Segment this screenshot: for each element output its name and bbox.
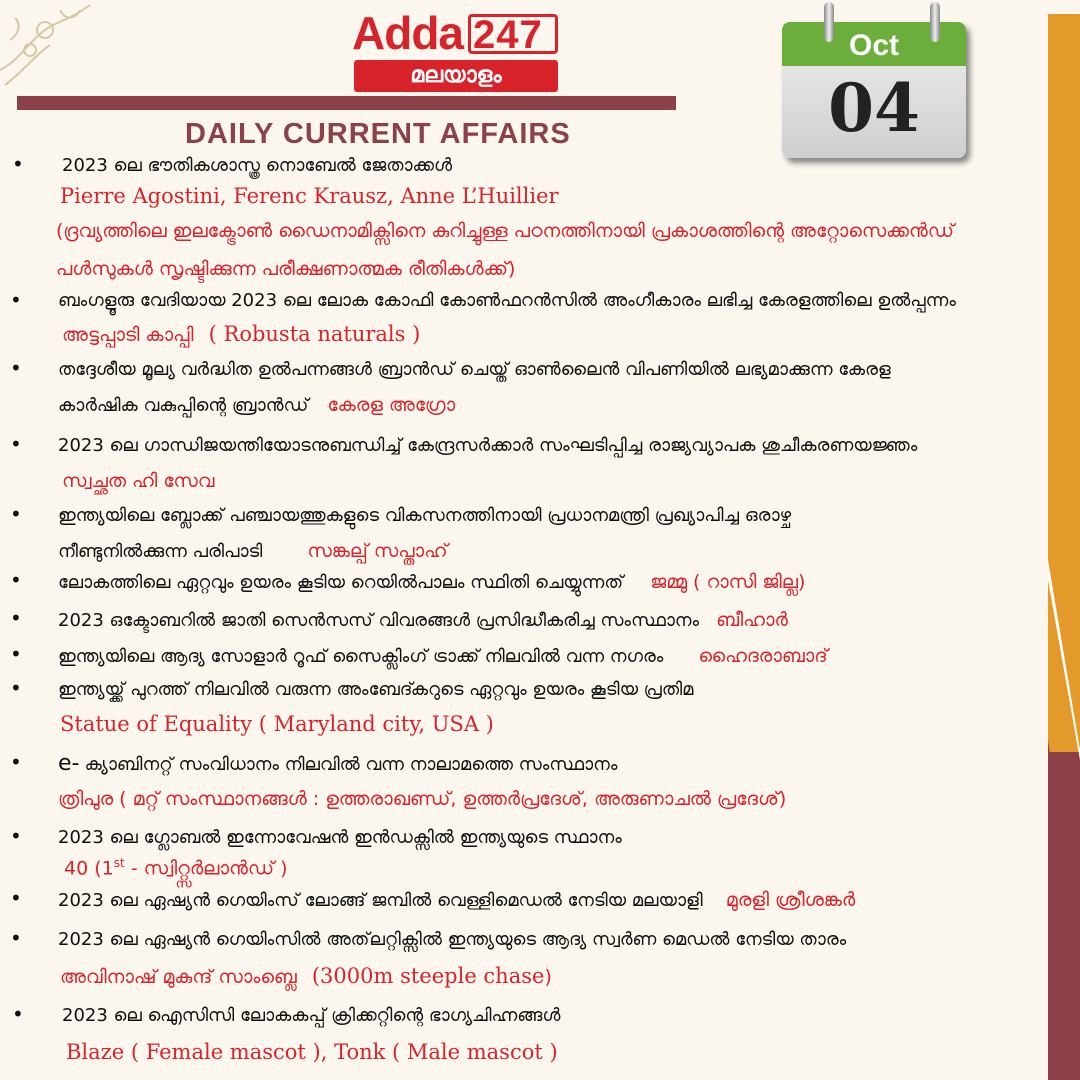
item-10-question: ക്യാബിനറ്റ് സംവിധാനം നിലവിൽ വന്ന നാലാമത്തെ സംസ്ഥാനം xyxy=(84,754,618,775)
logo-number-box xyxy=(468,13,558,57)
item-11-answer: 40 (1 xyxy=(64,857,114,880)
item-13-answer-note: (3000m steeple chase xyxy=(311,964,545,988)
item-4-question: 2023 ലെ ഗാന്ധിജയന്തിയോടനുബന്ധിച്ച് കേന്ദ്രസർക്കാർ സംഘടിപ്പിച്ച രാജ്യവ്യാപക ശുചീകരണയജ്ഞം xyxy=(58,435,918,456)
bullet-5: • xyxy=(10,502,22,526)
bullet-4: • xyxy=(10,432,22,456)
item-12-answer: മുരളി ശ്രീശങ്കർ xyxy=(725,889,856,911)
item-9-answer: Statue of Equality ( Maryland city, USA ) xyxy=(60,712,494,736)
logo-text: Adda xyxy=(352,7,463,59)
item-5-answer-line xyxy=(58,540,448,563)
item-11-answer-sup: st xyxy=(113,856,125,870)
item-6-answer: ജമ്മു ( റാസി ജില്ല) xyxy=(650,571,806,593)
item-3-answer: കേരള അഗ്രോ xyxy=(327,394,456,416)
item-2-question: ബംഗളൂരു വേദിയായ 2023 ലെ ലോക കോഫി കോൺഫറൻസിൽ അംഗീകാരം ലഭിച്ച കേരളത്തിലെ ഉൽപ്പന്നം xyxy=(58,290,956,311)
item-5-question-cont: നീണ്ടുനിൽക്കുന്ന പരിപാടി xyxy=(58,541,263,562)
item-9-question: ഇന്ത്യയ്ക്ക് പുറത്ത് നിലവിൽ വരുന്ന അംബേദ്കറുടെ ഏറ്റവും ഉയരം കൂടിയ പ്രതിമ xyxy=(58,679,694,700)
item-2-answer: അട്ടപ്പാടി കാപ്പി xyxy=(62,324,194,346)
bullet-8: • xyxy=(10,642,22,666)
item-8-line xyxy=(58,645,828,668)
bullet-6: • xyxy=(10,568,22,592)
item-8-question: ഇന്ത്യയിലെ ആദ്യ സോളാർ റൂഫ് സൈക്ലിംഗ് ട്രാക്ക് നിലവിൽ വന്ന നഗരം xyxy=(58,646,664,667)
bullet-9: • xyxy=(10,676,22,700)
item-10-prefix: e- xyxy=(58,751,80,776)
bullet-3: • xyxy=(10,356,22,380)
item-13-answer: അവിനാഷ് മുകുന്ദ് സാംബ്ലെ xyxy=(60,966,297,988)
calendar-month: Oct xyxy=(848,29,899,62)
item-5-question: ഇന്ത്യയിലെ ബ്ലോക്ക് പഞ്ചായത്തുകളുടെ വികസനത്തിനായി പ്രധാനമന്ത്രി പ്രഖ്യാപിച്ച ഒരാഴ്ച xyxy=(58,505,792,526)
bullet-7: • xyxy=(10,606,22,630)
item-13-question: 2023 ലെ ഏഷ്യൻ ഗെയിംസിൽ അത്‌ലറ്റിക്സിൽ ഇന്ത്യയുടെ ആദ്യ സ്വർണ മെഡൽ നേടിയ താരം xyxy=(58,929,847,950)
bullet-10: • xyxy=(10,750,22,774)
item-1-answer-note: (ദ്രവ്യത്തിലെ ഇലക്ട്രോൺ ഡൈനാമിക്സിനെ കുറിച്ചുള്ള പഠനത്തിനായി പ്രകാശത്തിന്റെ അറ്റോസെക്കൻഡ് xyxy=(56,220,955,242)
corner-ornament-decoration xyxy=(0,0,95,90)
bullet-1: • xyxy=(12,152,24,176)
item-13-answer-close: ) xyxy=(544,966,552,988)
item-12-line xyxy=(58,889,855,912)
logo-number: 247 xyxy=(473,13,543,57)
bullet-2: • xyxy=(10,288,22,312)
item-3-question-cont: കാർഷിക വകുപ്പിന്റെ ബ്രാൻഡ് xyxy=(58,395,309,416)
header-divider xyxy=(17,96,676,110)
item-1-question: 2023 ലെ ഭൗതികശാസ്ത്ര നൊബേൽ ജേതാക്കൾ xyxy=(62,155,453,176)
item-7-question: 2023 ഒക്ടോബറിൽ ജാതി സെൻസസ് വിവരങ്ങൾ പ്രസിദ്ധീകരിച്ച സംസ്ഥാനം xyxy=(58,610,700,631)
item-6-line xyxy=(58,571,805,594)
item-5-answer: സങ്കല്പ് സപ്താഹ് xyxy=(307,540,448,562)
calendar-icon xyxy=(782,2,978,164)
item-2-answer-line xyxy=(62,322,420,347)
item-3-answer-line xyxy=(58,394,455,417)
adda247-logo xyxy=(352,8,560,92)
item-14-question: 2023 ലെ ഐസിസി ലോകകപ്പ് ക്രിക്കറ്റിന്റെ ഭാഗ്യചിഹ്നങ്ങൾ xyxy=(62,1005,561,1026)
bullet-14: • xyxy=(12,1002,24,1026)
item-2-answer-note: ( Robusta naturals ) xyxy=(208,322,421,346)
item-7-line xyxy=(58,609,788,632)
calendar-day: 04 xyxy=(828,69,920,147)
item-12-question: 2023 ലെ ഏഷ്യൻ ഗെയിംസ് ലോങ്ങ് ജമ്പിൽ വെള്ളിമെഡൽ നേടിയ മലയാളി xyxy=(58,890,703,911)
item-1-answer: Pierre Agostini, Ferenc Krausz, Anne L’Huillier xyxy=(60,184,559,208)
item-10-line xyxy=(58,751,617,777)
item-13-answer-line xyxy=(60,964,552,989)
item-11-answer-line xyxy=(64,856,288,880)
item-14-answer: Blaze ( Female mascot ), Tonk ( Male mascot ) xyxy=(66,1040,558,1064)
logo-subtitle: മലയാളം xyxy=(354,60,558,92)
item-7-answer: ബീഹാർ xyxy=(716,609,788,631)
item-3-question: തദ്ദേശീയ മൂല്യ വർദ്ധിത ഉൽപന്നങ്ങൾ ബ്രാൻഡ് ചെയ്ത് ഓൺലൈൻ വിപണിയിൽ ലഭ്യമാക്കുന്ന കേരള xyxy=(58,359,891,380)
item-4-answer: സ്വച്ഛത ഹി സേവ xyxy=(62,470,215,492)
item-1-answer-note-cont: പൾസുകൾ സൃഷ്ടിക്കുന്ന പരീക്ഷണാത്മക രീതികൾക്ക്) xyxy=(56,258,516,280)
bullet-11: • xyxy=(10,824,22,848)
item-8-answer: ഹൈദരാബാദ് xyxy=(698,645,828,667)
bullet-12: • xyxy=(10,886,22,910)
item-10-answer: ത്രിപുര ( മറ്റ് സംസ്ഥാനങ്ങൾ : ഉത്തരാഖണ്ഡ്, ഉത്തർപ്രദേശ്, അരുണാചൽ പ്രദേശ്) xyxy=(58,788,787,810)
side-stripe-divider xyxy=(1048,560,1080,980)
item-6-question: ലോകത്തിലെ ഏറ്റവും ഉയരം കൂടിയ റെയിൽപാലം സ്ഥിതി ചെയ്യുന്നത് xyxy=(58,572,624,593)
bullet-13: • xyxy=(10,926,22,950)
item-11-question: 2023 ലെ ഗ്ലോബൽ ഇന്നോവേഷൻ ഇൻഡക്സിൽ ഇന്ത്യയുടെ സ്ഥാനം xyxy=(58,827,622,848)
item-11-answer-rest: - സ്വിറ്റ്സർലാൻഡ് ) xyxy=(124,857,288,880)
page-title: DAILY CURRENT AFFAIRS xyxy=(185,118,571,150)
